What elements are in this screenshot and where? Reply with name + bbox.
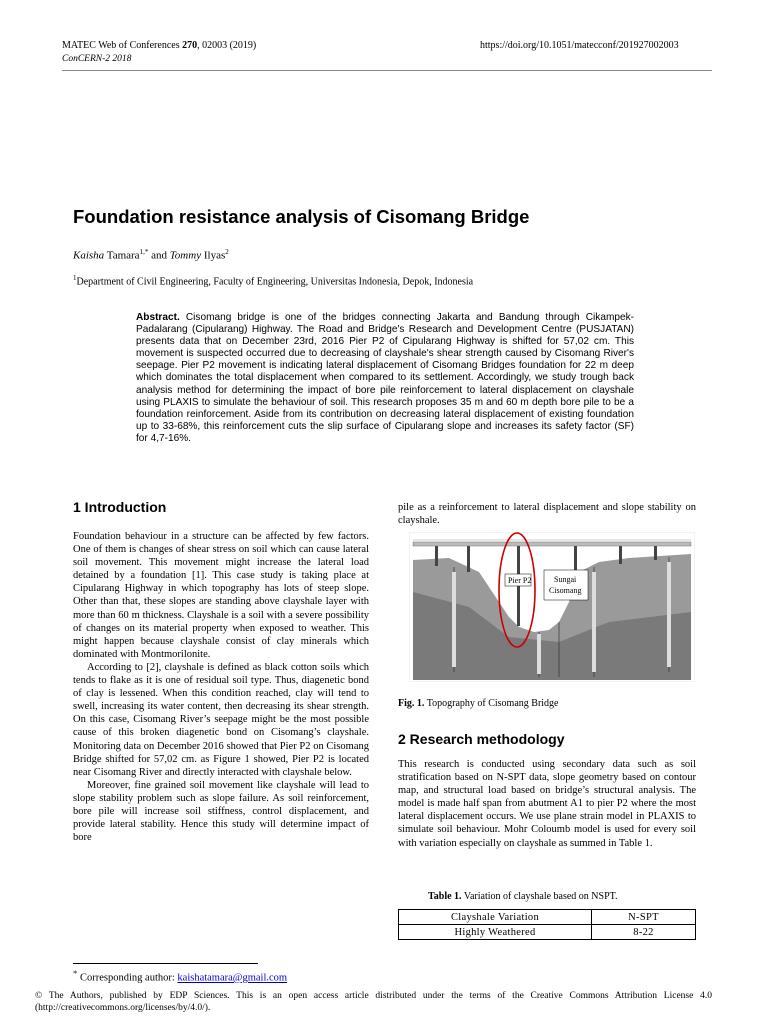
methodology-body: This research is conducted using secondary data such as soil stratification based on N-SPT data, slope geometry based on contour map, and structural load based on bridge’s structural analysis. The model is made half span from abutment A1 to pier P2 where the most lateral displacement occurs. We use plane strain model in PLAXIS to simulate soil behaviour. Mohr Coloumb model is used for every soil with variation especially on clayshale as summed in Table 1.: [398, 759, 696, 849]
section-heading-methodology: 2 Research methodology: [398, 731, 565, 747]
abstract: [136, 312, 634, 445]
label-pier-p2: Pier P2: [508, 576, 532, 585]
introduction-body: [73, 530, 369, 844]
paper-title: Foundation resistance analysis of Cisomang Bridge: [73, 206, 530, 227]
label-river-2: Cisomang: [549, 586, 582, 595]
table-header-row: [399, 910, 696, 925]
table-cell: 8-22: [592, 925, 696, 940]
footnote-rule: [73, 963, 258, 964]
author-list: Kaisha Tamara$^{1,*}$ and Tommy Ilyas$^2$: [73, 248, 229, 262]
table-row: [399, 925, 696, 940]
section-heading-introduction: 1 Introduction: [73, 499, 167, 515]
journal-citation: MATEC Web of Conferences 270, 02003 (2019): [62, 40, 257, 51]
volume: 270: [182, 40, 198, 51]
paragraph: Foundation behaviour in a structure can be affected by few factors. One of them is changes of shear stress on soil which can cause lateral soil movement. This movement might increase the lateral load detained by a foundation [1]. This case study is taking place at Cipularang Highway in which topography has lots of steep slope. Other than that, these slopes are standing above clayshale layer with more than 60 m thickness. Clayshale is a soil with a severe possibility of changes on its material property when exposed to weather. This might happen because clayshale consist of clay minerals which dominated with Montmorilonite.: [73, 531, 369, 660]
introduction-continued: pile as a reinforcement to lateral displacement and slope stability on clayshale.: [398, 502, 696, 527]
figure-topography: [409, 532, 695, 682]
paragraph: Moreover, fine grained soil movement like clayshale will lead to slope stability problem such as slope failure. As soil reinforcement, bore pile will increase soil stiffness, control displacement, and provide lateral stability. Hence this study will determine impact of bore: [73, 779, 369, 844]
conference-name: ConCERN-2 2018: [62, 54, 132, 64]
clayshale-table: [398, 909, 696, 940]
paragraph: According to [2], clayshale is defined as black cotton soils which tends to flake as it is one of residual soil type. Thus, diagenetic bond of clay is lessened. When this condition reached, clay will tend to swell, increasing its water content, then decreasing its shear strength. On this case, Cisomang River’s seepage might be the most possible cause of this broken diagenetic bond on Cisomang’s clayshale. Monitoring data on December 2016 showed that Pier P2 on Cisomang Bridge shifted for 57,02 cm. as Figure 1 showed, Pier P2 is located near Cisomang River and directly interacted with clayshale below.: [73, 661, 369, 778]
table-header-cell: Clayshale Variation: [399, 910, 592, 925]
label-river-1: Sungai: [554, 575, 577, 584]
table-cell: Highly Weathered: [399, 925, 592, 940]
affiliation: $^1$Department of Civil Engineering, Faculty of Engineering, Universitas Indonesia, Depok, Indonesia: [73, 274, 474, 288]
header-rule: [62, 70, 712, 71]
corresponding-author: * Corresponding author: kaishatamara@gmail.com: [73, 968, 288, 984]
license-notice: © The Authors, published by EDP Sciences. This is an open access article distributed under the terms of the Creative Commons Attribution License 4.0 (http://creativecommons.org/licenses/by/4.0/).: [35, 991, 712, 1013]
topography-drawing: [409, 532, 695, 682]
table-caption: Table 1. Variation of clayshale based on NSPT.: [428, 891, 618, 902]
author-email-link[interactable]: kaishatamara@gmail.com: [177, 972, 288, 984]
table-header-cell: N-SPT: [592, 910, 696, 925]
abstract-label: Abstract.: [136, 312, 180, 323]
doi-link[interactable]: https://doi.org/10.1051/matecconf/201927002003: [480, 40, 679, 51]
abstract-text: Cisomang bridge is one of the bridges connecting Jakarta and Bandung through Cikampek-Padalarang (Cipularang) Highway. The Road and Bridge's Research and Development Centre (PUSJATAN) presents data that on December 23rd, 2016 Pier P2 of Cipularang Highway is shifted for 57,02 cm. This movement is suspected occurred due to decreasing of clayshale's shear strength caused by Cisomang River's seepage. Pier P2 movement is indicating lateral displacement of Cisomang Bridges foundation for 22 m deep which dominates the total displacement when compared to its settlement. Accordingly, we study trough back analysis method for determining the impact of bore pile reinforcement to lateral displacement on clayshale using PLAXIS to simulate the behaviour of soil. This research proposes 35 m and 60 m depth bore pile to be a foundation reinforcement. Aside from its contribution on decreasing lateral displacement of existing foundation up to 33-68%, this reinforcement cuts the slip surface of Cipularang slope and increases its safety factor (SF) for 4,7-16%.: [136, 312, 634, 444]
figure-caption: Fig. 1. Topography of Cisomang Bridge: [398, 698, 559, 709]
